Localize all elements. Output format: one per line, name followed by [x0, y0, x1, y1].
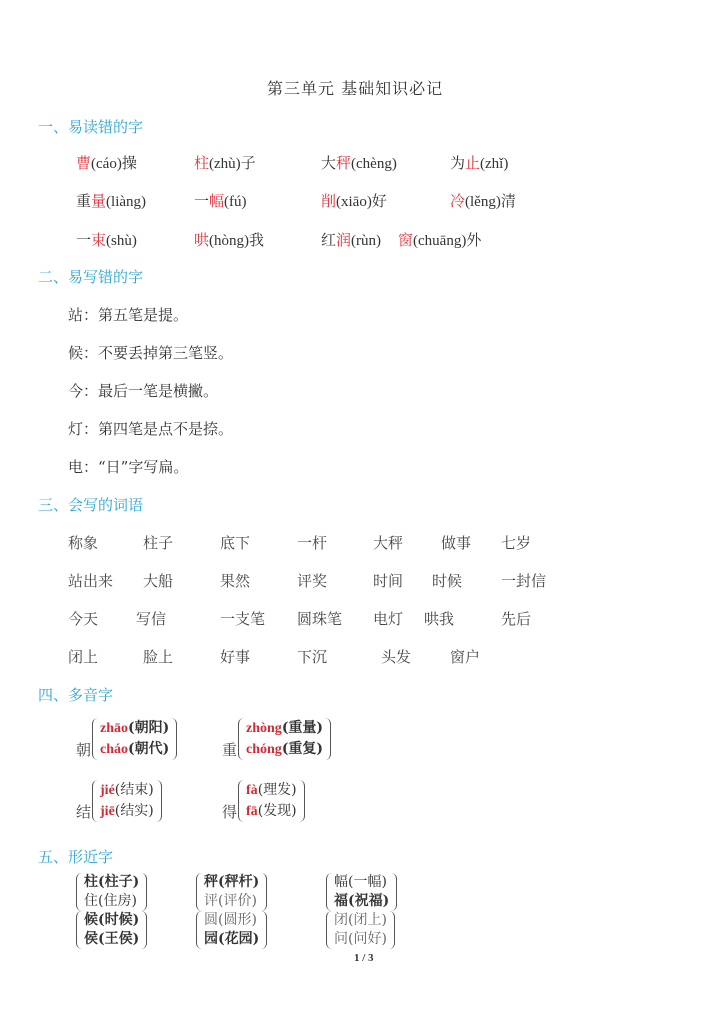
vocab-word: 大船 — [143, 572, 174, 590]
vocab-word: 闭上 — [68, 648, 99, 666]
highlight-char: 止 — [465, 154, 481, 172]
pinyin: (fú) — [224, 194, 247, 210]
example-word: (理发) — [257, 782, 297, 798]
pinyin-red: jié — [100, 783, 115, 798]
pinyin: (chèng) — [351, 156, 397, 172]
highlight-char: 秤 — [336, 154, 352, 172]
pinyin: (liàng) — [106, 194, 147, 210]
similar-char-item: 秤(秤杆) — [204, 874, 260, 890]
highlight-char: 窗 — [398, 231, 414, 249]
example-word: (重复) — [281, 741, 324, 757]
vocab-word: 称象 — [68, 534, 99, 552]
similar-char-group — [326, 911, 395, 949]
plain-char: 一 — [194, 192, 210, 210]
polyphone-char: 结 — [76, 803, 92, 821]
plain-char: 清 — [500, 192, 516, 210]
example-word: (朝阳) — [128, 720, 170, 736]
vocab-word: 好事 — [220, 648, 251, 666]
example-word: (结实) — [114, 803, 154, 819]
right-brace — [141, 873, 147, 911]
pinyin: (rùn) — [351, 233, 382, 249]
similar-char-item: 柱(柱子) — [84, 874, 140, 890]
polyphone-group — [76, 718, 177, 760]
section-heading-2: 二、易写错的字 — [38, 268, 144, 286]
pinyin-red: fà — [246, 783, 258, 798]
similar-char-item: 评(评价) — [204, 893, 257, 909]
right-brace — [325, 718, 331, 760]
vocab-word: 时间 — [373, 572, 404, 590]
polyphone-group — [222, 718, 331, 760]
reading-item — [321, 152, 397, 173]
section-heading-3: 三、会写的词语 — [38, 496, 144, 514]
pinyin: (zhǐ) — [480, 156, 509, 172]
polyphone-char: 朝 — [76, 741, 92, 759]
highlight-char: 哄 — [194, 231, 210, 249]
pinyin-red: zhāo — [100, 721, 129, 736]
vocab-word: 做事 — [441, 534, 472, 552]
polyphone-group — [222, 780, 305, 822]
similar-char-item: 福(祝福) — [334, 893, 390, 909]
page-title: 第三单元 基础知识必记 — [267, 79, 444, 98]
reading-item — [194, 152, 256, 173]
pinyin-red: jiē — [100, 804, 115, 819]
pinyin-red: cháo — [100, 742, 129, 757]
similar-char-item: 候(时候) — [84, 912, 140, 928]
highlight-char: 量 — [91, 192, 107, 210]
reading-item — [194, 229, 264, 250]
pinyin: (cáo) — [91, 156, 122, 172]
left-brace — [76, 911, 82, 949]
similar-char-group — [196, 873, 267, 911]
left-brace — [76, 873, 82, 911]
similar-char-group — [326, 873, 397, 911]
left-brace — [196, 911, 202, 949]
pinyin-red: zhòng — [246, 721, 282, 736]
vocab-word: 七岁 — [501, 534, 532, 552]
vocab-word: 一封信 — [501, 572, 547, 590]
pinyin: (xiāo) — [336, 194, 372, 210]
similar-char-item: 圆(圆形) — [204, 912, 257, 928]
plain-char: 外 — [466, 231, 482, 249]
left-brace — [238, 780, 244, 822]
vocab-word: 评奖 — [297, 572, 328, 590]
vocab-word: 果然 — [220, 572, 251, 590]
plain-char: 红 — [321, 231, 337, 249]
writing-note: 电：“日”字写扁。 — [68, 458, 189, 476]
right-brace — [391, 873, 397, 911]
vocab-word: 柱子 — [143, 534, 174, 552]
vocab-word: 大秤 — [373, 534, 404, 552]
vocab-word: 脸上 — [143, 648, 174, 666]
reading-item — [76, 190, 146, 211]
left-brace — [326, 873, 332, 911]
plain-char: 子 — [240, 154, 256, 172]
left-brace — [238, 718, 244, 760]
vocab-word: 一杆 — [297, 534, 328, 552]
section-heading-5: 五、形近字 — [38, 848, 114, 866]
highlight-char: 柱 — [194, 154, 210, 172]
similar-char-group — [196, 911, 267, 949]
vocab-word: 今天 — [68, 610, 99, 628]
writing-note: 站：第五笔是提。 — [68, 306, 189, 324]
writing-note: 候：不要丢掉第三笔竖。 — [68, 344, 234, 362]
similar-char-item: 闭(闭上) — [334, 912, 387, 928]
example-word: (发现) — [257, 803, 297, 819]
reading-item — [76, 152, 137, 173]
right-brace — [171, 718, 177, 760]
plain-char: 我 — [249, 231, 265, 249]
highlight-char: 削 — [321, 192, 337, 210]
example-word: (重量) — [281, 720, 324, 736]
reading-item — [321, 190, 387, 211]
right-brace — [141, 911, 147, 949]
vocab-word: 圆珠笔 — [297, 610, 343, 628]
polyphone-char: 得 — [222, 803, 238, 821]
plain-char: 操 — [121, 154, 137, 172]
writing-note: 今：最后一笔是横撇。 — [68, 382, 219, 400]
highlight-char: 束 — [91, 231, 107, 249]
plain-char: 为 — [450, 154, 466, 172]
right-brace — [156, 780, 162, 822]
vocab-word: 一支笔 — [220, 610, 266, 628]
right-brace — [261, 911, 267, 949]
similar-char-item: 园(花园) — [204, 931, 260, 947]
pinyin: (zhù) — [209, 156, 241, 172]
reading-item — [76, 229, 137, 250]
reading-item — [194, 190, 247, 211]
left-brace — [92, 780, 98, 822]
vocab-word: 窗户 — [450, 648, 481, 666]
vocab-word: 先后 — [501, 610, 532, 628]
vocab-word: 头发 — [381, 648, 412, 666]
similar-char-item: 问(问好) — [334, 931, 387, 947]
similar-char-item: 侯(王侯) — [84, 931, 140, 947]
left-brace — [326, 911, 332, 949]
similar-char-group — [76, 911, 147, 949]
page-number: 1 / 3 — [354, 952, 374, 964]
section-heading-4: 四、多音字 — [38, 686, 114, 704]
highlight-char: 曹 — [76, 154, 92, 172]
pinyin: (lěng) — [465, 194, 501, 210]
reading-item — [398, 229, 481, 250]
vocab-word: 哄我 — [424, 610, 455, 628]
vocab-word: 时候 — [432, 572, 463, 590]
highlight-char: 幅 — [209, 192, 225, 210]
reading-item — [450, 190, 516, 211]
similar-char-group — [76, 873, 147, 911]
pinyin: (shù) — [106, 233, 137, 249]
example-word: (朝代) — [128, 741, 170, 757]
pinyin-red: fā — [246, 804, 258, 819]
right-brace — [299, 780, 305, 822]
left-brace — [92, 718, 98, 760]
right-brace — [261, 873, 267, 911]
vocab-word: 写信 — [136, 610, 167, 628]
example-word: (结束) — [114, 782, 154, 798]
polyphone-group — [76, 780, 162, 822]
reading-item — [321, 229, 381, 250]
vocab-word: 电灯 — [373, 610, 404, 628]
vocab-word: 站出来 — [68, 572, 114, 590]
plain-char: 重 — [76, 192, 92, 210]
reading-item — [450, 152, 508, 173]
section-heading-1: 一、易读错的字 — [38, 118, 144, 136]
polyphone-char: 重 — [222, 741, 238, 759]
writing-note: 灯：第四笔是点不是捺。 — [68, 420, 234, 438]
vocab-word: 底下 — [220, 534, 251, 552]
similar-char-item: 幅(一幅) — [334, 874, 387, 890]
pinyin-red: chóng — [246, 742, 282, 757]
plain-char: 好 — [371, 192, 387, 210]
left-brace — [196, 873, 202, 911]
highlight-char: 冷 — [450, 192, 466, 210]
plain-char: 一 — [76, 231, 92, 249]
similar-char-item: 住(住房) — [84, 893, 137, 909]
pinyin: (hòng) — [209, 233, 250, 249]
pinyin: (chuāng) — [413, 233, 467, 249]
vocab-word: 下沉 — [297, 648, 328, 666]
highlight-char: 润 — [336, 231, 352, 249]
plain-char: 大 — [321, 154, 337, 172]
right-brace — [389, 911, 395, 949]
